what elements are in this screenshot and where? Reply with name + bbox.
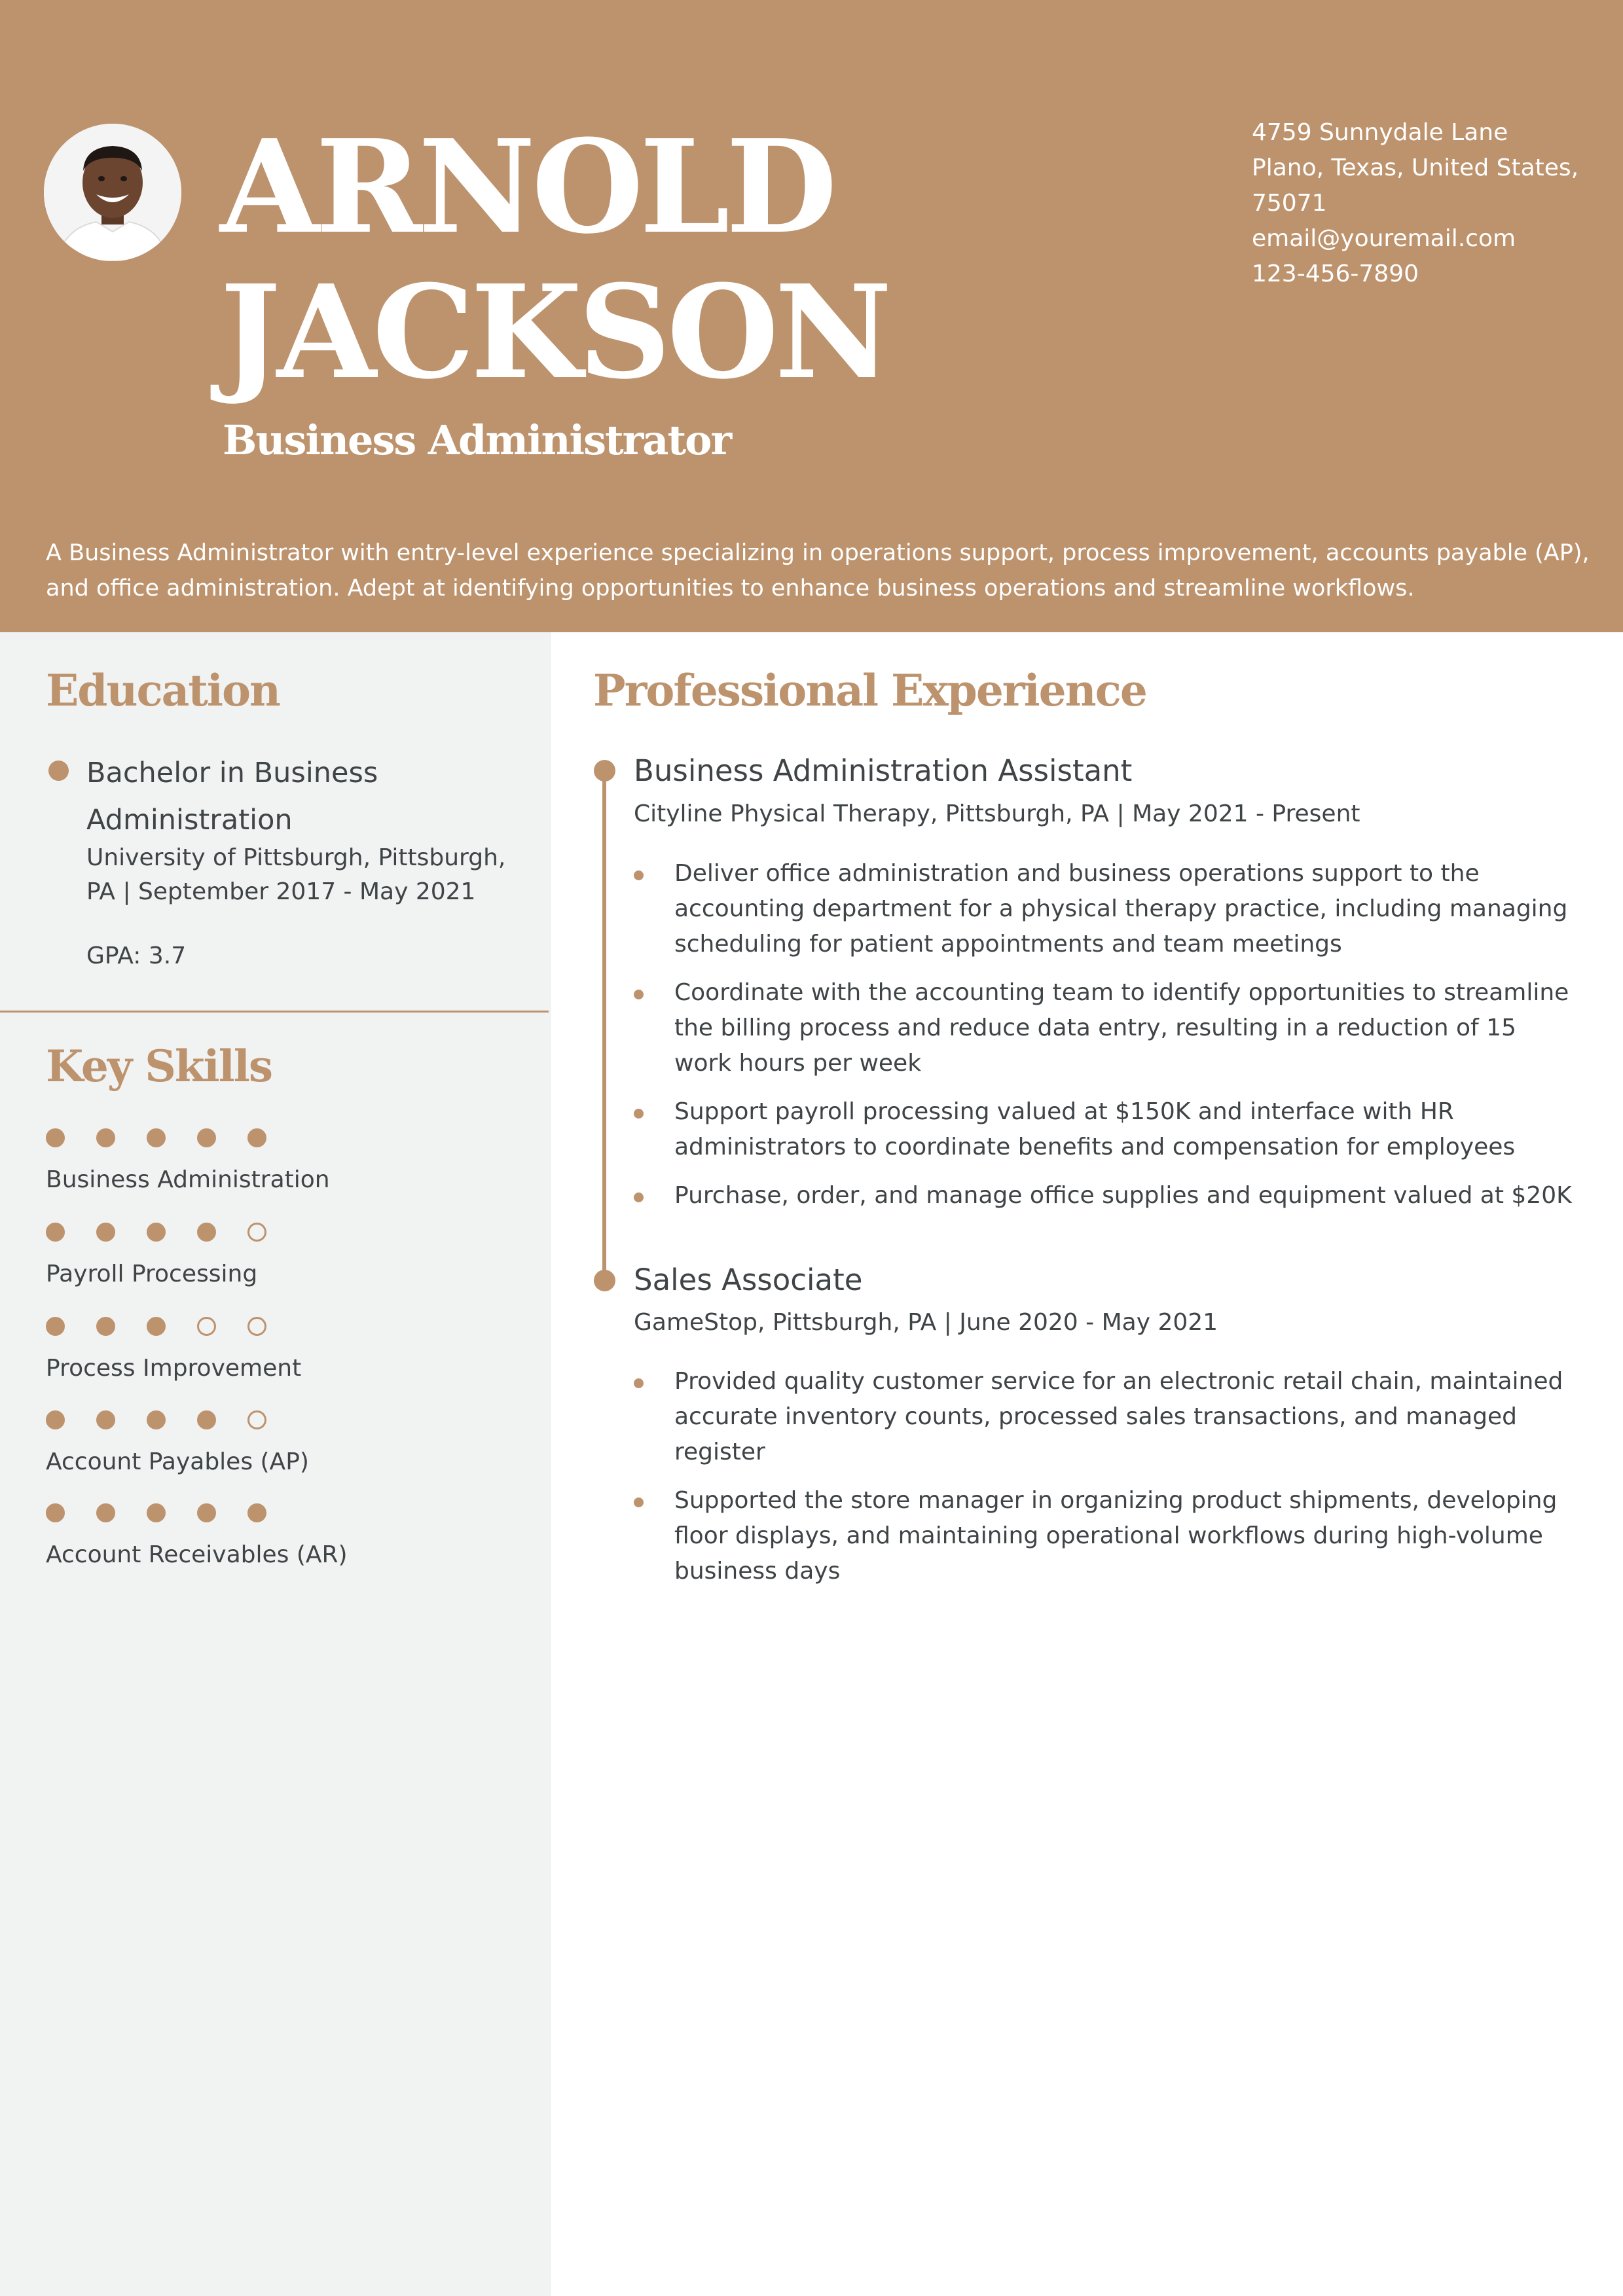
rating-dot-filled	[46, 1503, 65, 1522]
address-line-1: 4759 Sunnydale Lane	[1252, 119, 1508, 146]
job-bullet	[634, 1178, 1577, 1213]
job-title-entry: Sales Associate	[634, 1263, 863, 1297]
skill-name: Account Payables (AP)	[46, 1448, 309, 1475]
rating-dot-filled	[147, 1317, 166, 1336]
job-bullets	[634, 1364, 1577, 1589]
rating-dot-filled	[46, 1317, 65, 1336]
rating-dot-filled	[247, 1128, 266, 1147]
bullet-dot	[634, 1498, 644, 1507]
timeline-dot	[594, 760, 615, 781]
rating-dot-filled	[96, 1503, 115, 1522]
education-heading: Education	[46, 665, 280, 716]
bullet-text: Provided quality customer service for an electronic retail chain, maintained accurate inventory counts, processed sales transactions, and managed register	[674, 1368, 1563, 1465]
profile-summary: A Business Administrator with entry-level experience specializing in operations support, process improvement, accounts payable (AP), and office administration. Adept at identifying opportunities to enhance business operations and streamline workflows.	[46, 540, 1590, 601]
skills-heading: Key Skills	[46, 1041, 272, 1092]
job-company: Cityline Physical Therapy, Pittsburgh, PA | May 2021 - Present	[634, 800, 1360, 827]
bullet-text: Support payroll processing valued at $150K and interface with HR administrators to coordinate benefits and compensation for employees	[674, 1098, 1516, 1160]
job-bullet	[634, 975, 1577, 1081]
phone-number: 123-456-7890	[1252, 260, 1419, 287]
experience-timeline	[602, 772, 606, 1283]
skill-rating	[46, 1128, 308, 1149]
bullet-dot	[634, 1193, 644, 1202]
job-bullets	[634, 856, 1577, 1213]
rating-dot-filled	[46, 1223, 65, 1242]
job-bullet	[634, 856, 1577, 962]
rating-dot-filled	[197, 1410, 216, 1429]
skill-rating	[46, 1223, 308, 1244]
skill-name: Process Improvement	[46, 1355, 302, 1382]
rating-dot-filled	[197, 1128, 216, 1147]
rating-dot-filled	[96, 1410, 115, 1429]
experience-heading: Professional Experience	[593, 665, 1146, 716]
education-bullet-dot	[48, 761, 69, 781]
job-bullet	[634, 1364, 1577, 1470]
email-address: email@youremail.com	[1252, 225, 1516, 252]
education-degree: Bachelor in Business Administration	[86, 757, 378, 836]
bullet-text: Coordinate with the accounting team to identify opportunities to streamline the billing process and reduce data entry, resulting in a reduction of 15 work hours per week	[674, 979, 1569, 1077]
last-name: JACKSON	[220, 257, 888, 408]
rating-dot-filled	[96, 1128, 115, 1147]
rating-dot-filled	[147, 1503, 166, 1522]
skill-rating	[46, 1503, 308, 1524]
job-bullet	[634, 1483, 1577, 1589]
rating-dot-filled	[197, 1503, 216, 1522]
job-title: Business Administrator	[223, 416, 731, 464]
education-school: University of Pittsburgh, Pittsburgh, PA | September 2017 - May 2021	[86, 844, 506, 905]
first-name: ARNOLD	[220, 112, 833, 262]
skill-name: Business Administration	[46, 1166, 330, 1193]
address-line-3: 75071	[1252, 190, 1327, 217]
rating-dot-filled	[147, 1410, 166, 1429]
bullet-text: Deliver office administration and business operations support to the accounting department for a physical therapy practice, including managing scheduling for patient appointments and team meetings	[674, 860, 1568, 958]
profile-photo	[44, 124, 181, 261]
contact-info	[1252, 115, 1592, 292]
rating-dot-empty	[247, 1223, 266, 1242]
rating-dot-filled	[197, 1223, 216, 1242]
rating-dot-filled	[46, 1410, 65, 1429]
job-bullet	[634, 1094, 1577, 1165]
skill-rating	[46, 1410, 308, 1431]
rating-dot-empty	[247, 1410, 266, 1429]
rating-dot-filled	[96, 1223, 115, 1242]
rating-dot-empty	[197, 1317, 216, 1336]
rating-dot-filled	[147, 1128, 166, 1147]
bullet-dot	[634, 1109, 644, 1119]
bullet-dot	[634, 990, 644, 999]
person-portrait-icon	[44, 124, 181, 261]
sidebar-divider	[0, 1011, 549, 1013]
bullet-text: Supported the store manager in organizing product shipments, developing floor displays, and maintaining operational workflows during high-volume business days	[674, 1487, 1558, 1585]
rating-dot-filled	[147, 1223, 166, 1242]
skill-name: Payroll Processing	[46, 1261, 258, 1287]
bullet-dot	[634, 1378, 644, 1388]
timeline-dot	[594, 1270, 615, 1291]
resume-header	[0, 0, 1623, 632]
bullet-dot	[634, 870, 644, 880]
rating-dot-filled	[247, 1503, 266, 1522]
job-company: GameStop, Pittsburgh, PA | June 2020 - May 2021	[634, 1309, 1218, 1336]
skill-rating	[46, 1317, 308, 1338]
job-title-entry: Business Administration Assistant	[634, 753, 1133, 788]
address-line-2: Plano, Texas, United States,	[1252, 154, 1579, 181]
rating-dot-filled	[96, 1317, 115, 1336]
bullet-text: Purchase, order, and manage office supplies and equipment valued at $20K	[674, 1182, 1572, 1209]
education-gpa: GPA: 3.7	[86, 942, 187, 969]
rating-dot-empty	[247, 1317, 266, 1336]
skill-name: Account Receivables (AR)	[46, 1541, 348, 1568]
rating-dot-filled	[46, 1128, 65, 1147]
